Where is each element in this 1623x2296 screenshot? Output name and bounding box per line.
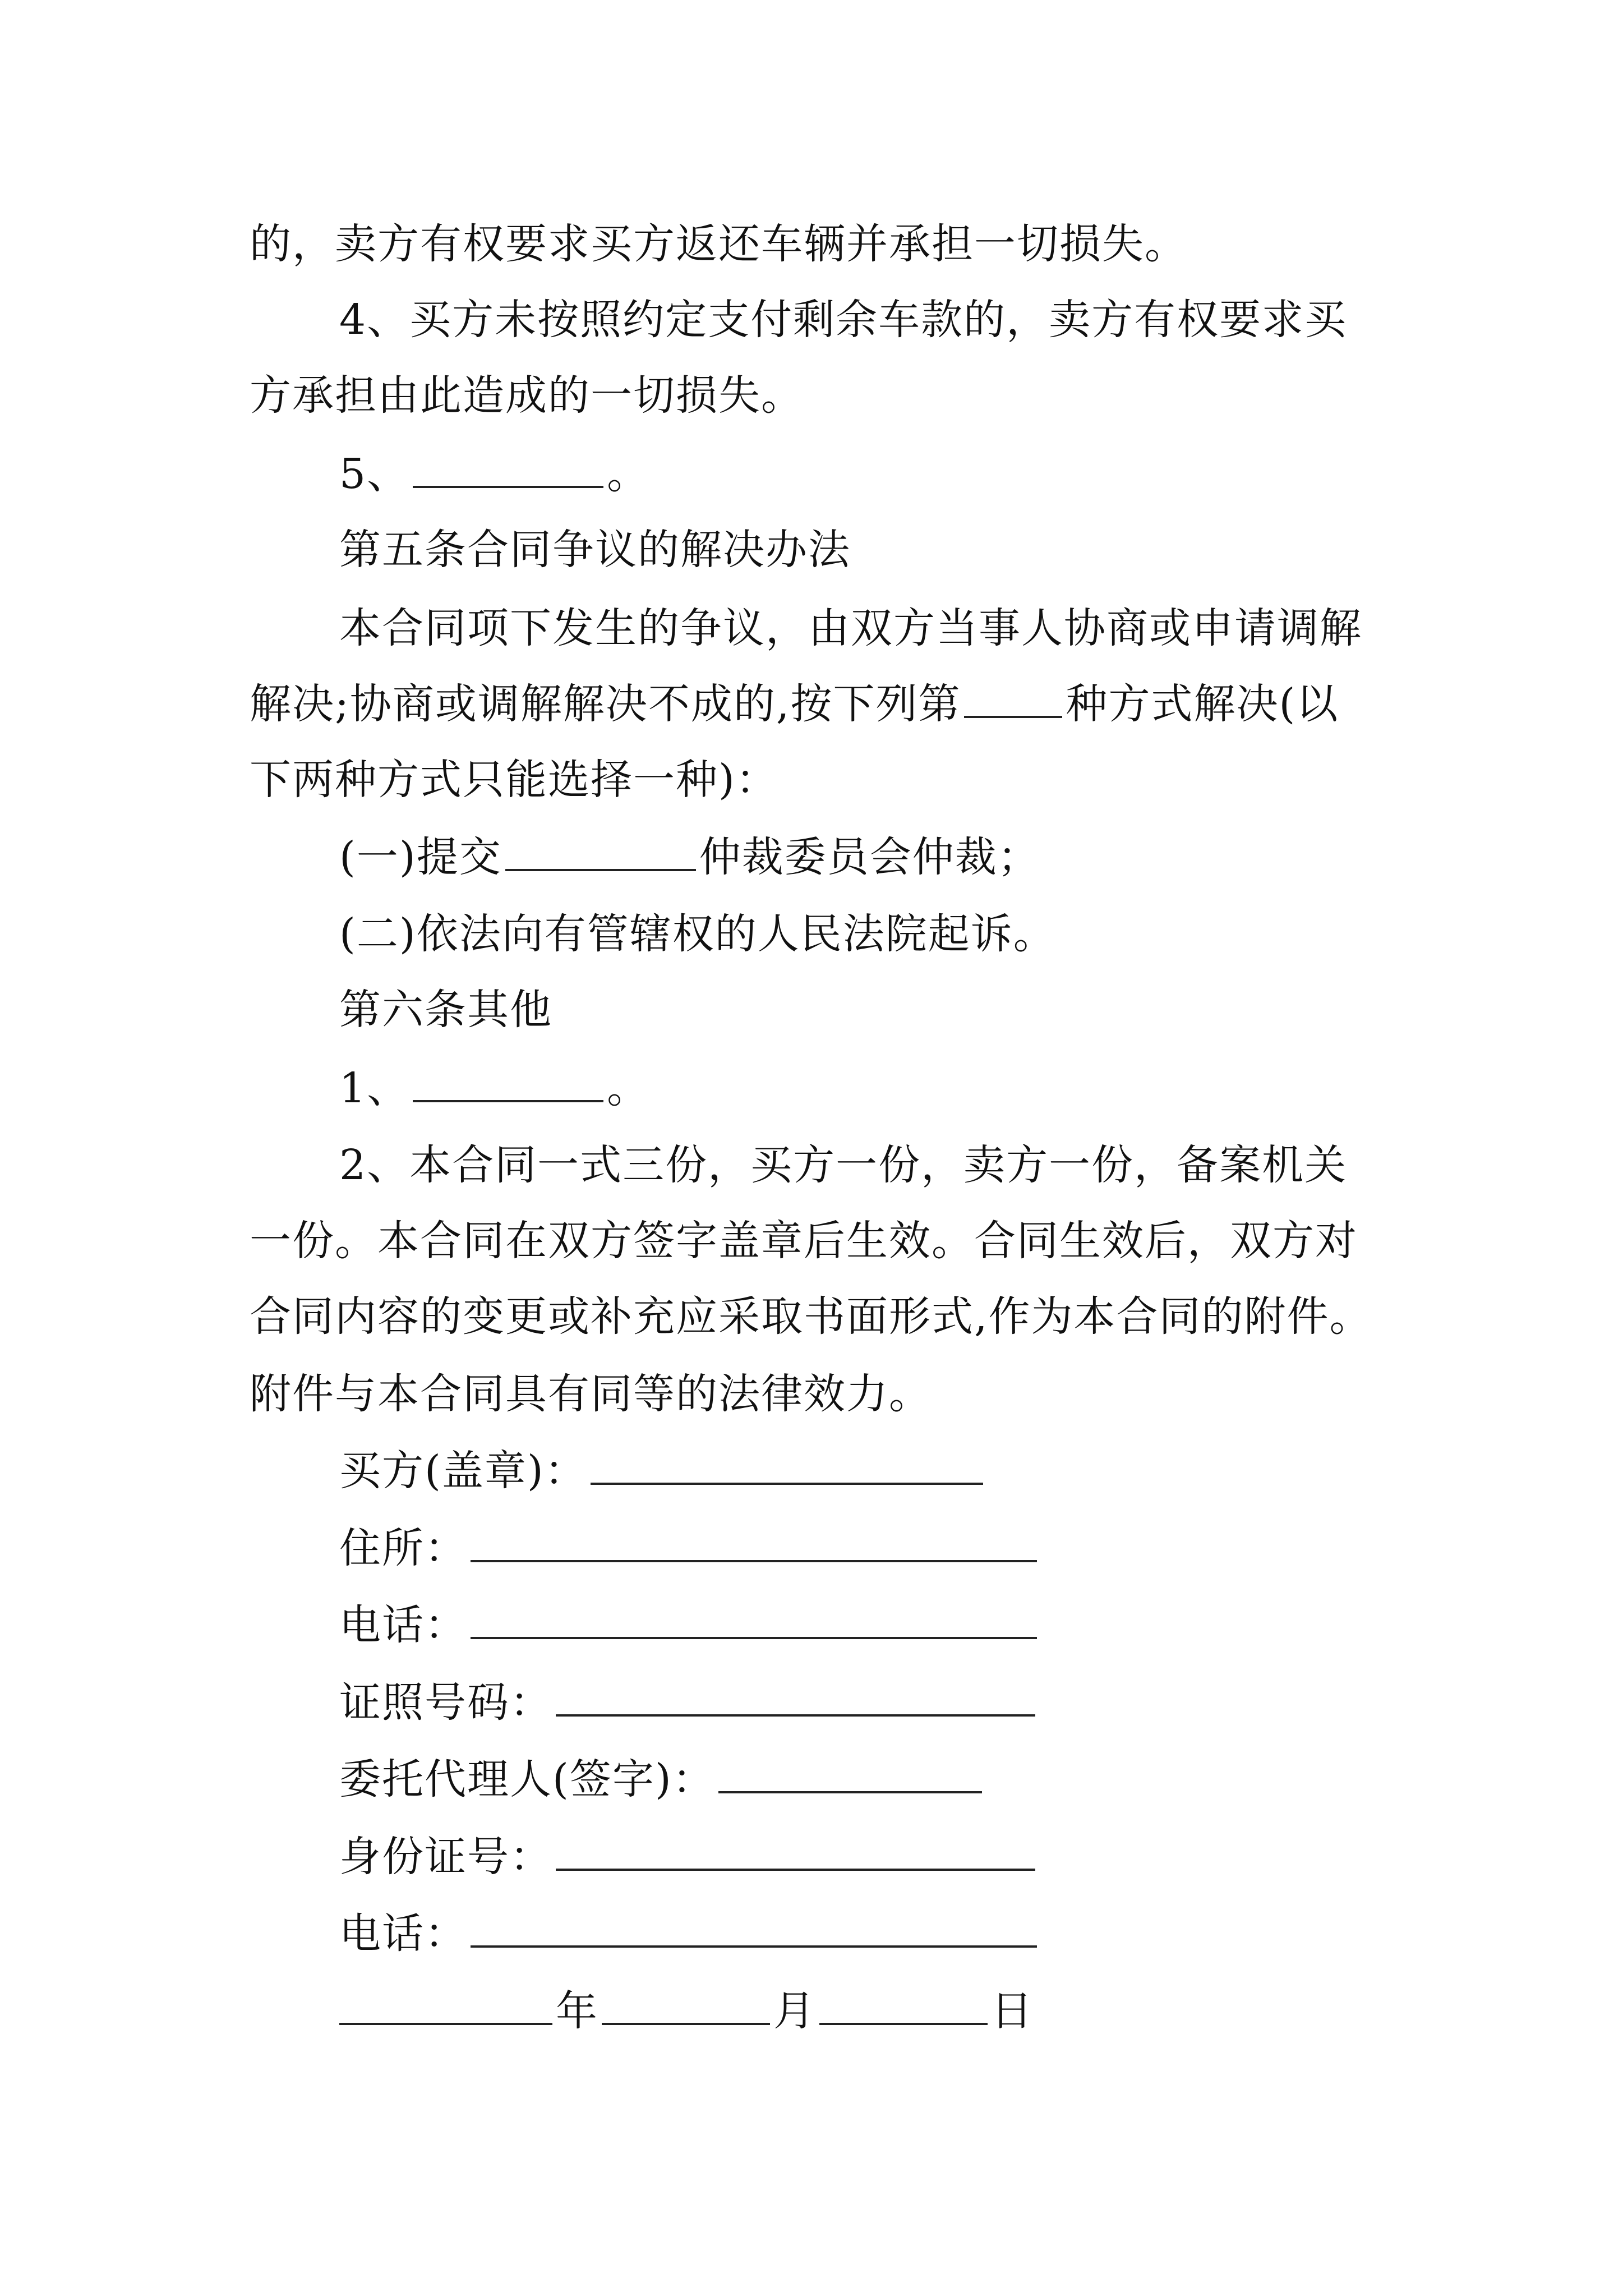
other-clause-1: 1、 。 — [339, 1064, 650, 1112]
clause-5-blank[interactable] — [413, 452, 603, 488]
option-2: (二)依法向有管辖权的人民法院起诉。 — [339, 910, 1056, 958]
day-blank[interactable] — [819, 1989, 988, 2025]
year-blank[interactable] — [339, 1989, 552, 2025]
other-clause-2-line-3: 合同内容的变更或补充应采取书面形式,作为本合同的附件。 — [250, 1292, 1372, 1341]
phone-row: 电话： — [339, 1591, 1040, 1659]
buyer-seal-row: 买方(盖章)： — [339, 1437, 986, 1504]
other-clause-2-line-4: 附件与本合同具有同等的法律效力。 — [250, 1370, 932, 1418]
method-number-blank[interactable] — [964, 682, 1062, 718]
agent-row: 委托代理人(签字)： — [339, 1746, 985, 1813]
phone-2-row: 电话： — [339, 1900, 1040, 1967]
option-1: (一)提交 仲裁委员会仲裁； — [339, 833, 1040, 881]
article-6-title: 第六条其他 — [339, 986, 552, 1034]
buyer-seal-blank[interactable] — [591, 1449, 983, 1485]
other-clause-2-line-2: 一份。本合同在双方签字盖章后生效。合同生效后，双方对 — [250, 1217, 1358, 1265]
article-5-line-1: 本合同项下发生的争议，由双方当事人协商或申请调解 — [339, 604, 1362, 652]
address-row: 住所： — [339, 1515, 1040, 1582]
article-5-line-2: 解决;协商或调解解决不成的,按下列第 种方式解决(以 — [250, 680, 1339, 728]
clause-5: 5、 。 — [339, 450, 650, 498]
agent-blank[interactable] — [718, 1757, 982, 1793]
clause-4-line-1: 4、买方未按照约定支付剩余车款的，卖方有权要求买 — [339, 296, 1348, 344]
id-number-blank[interactable] — [556, 1681, 1035, 1717]
line-loss-clause: 的，卖方有权要求买方返还车辆并承担一切损失。 — [250, 220, 1187, 268]
id-number-row: 证照号码： — [339, 1669, 1039, 1736]
other-clause-1-blank[interactable] — [413, 1066, 603, 1102]
phone-blank[interactable] — [471, 1603, 1037, 1639]
month-blank[interactable] — [602, 1989, 770, 2025]
date-row: 年 月 日 — [339, 1977, 1034, 2045]
id-card-row: 身份证号： — [339, 1823, 1039, 1890]
address-blank[interactable] — [471, 1526, 1037, 1562]
other-clause-2-line-1: 2、本合同一式三份，买方一份，卖方一份，备案机关 — [339, 1141, 1348, 1189]
article-5-line-3: 下两种方式只能选择一种)： — [250, 756, 778, 804]
phone-2-blank[interactable] — [471, 1912, 1037, 1948]
arbitration-committee-blank[interactable] — [505, 835, 696, 871]
article-5-title: 第五条合同争议的解决办法 — [339, 526, 851, 574]
id-card-blank[interactable] — [556, 1835, 1035, 1871]
clause-4-line-2: 方承担由此造成的一切损失。 — [250, 371, 804, 420]
